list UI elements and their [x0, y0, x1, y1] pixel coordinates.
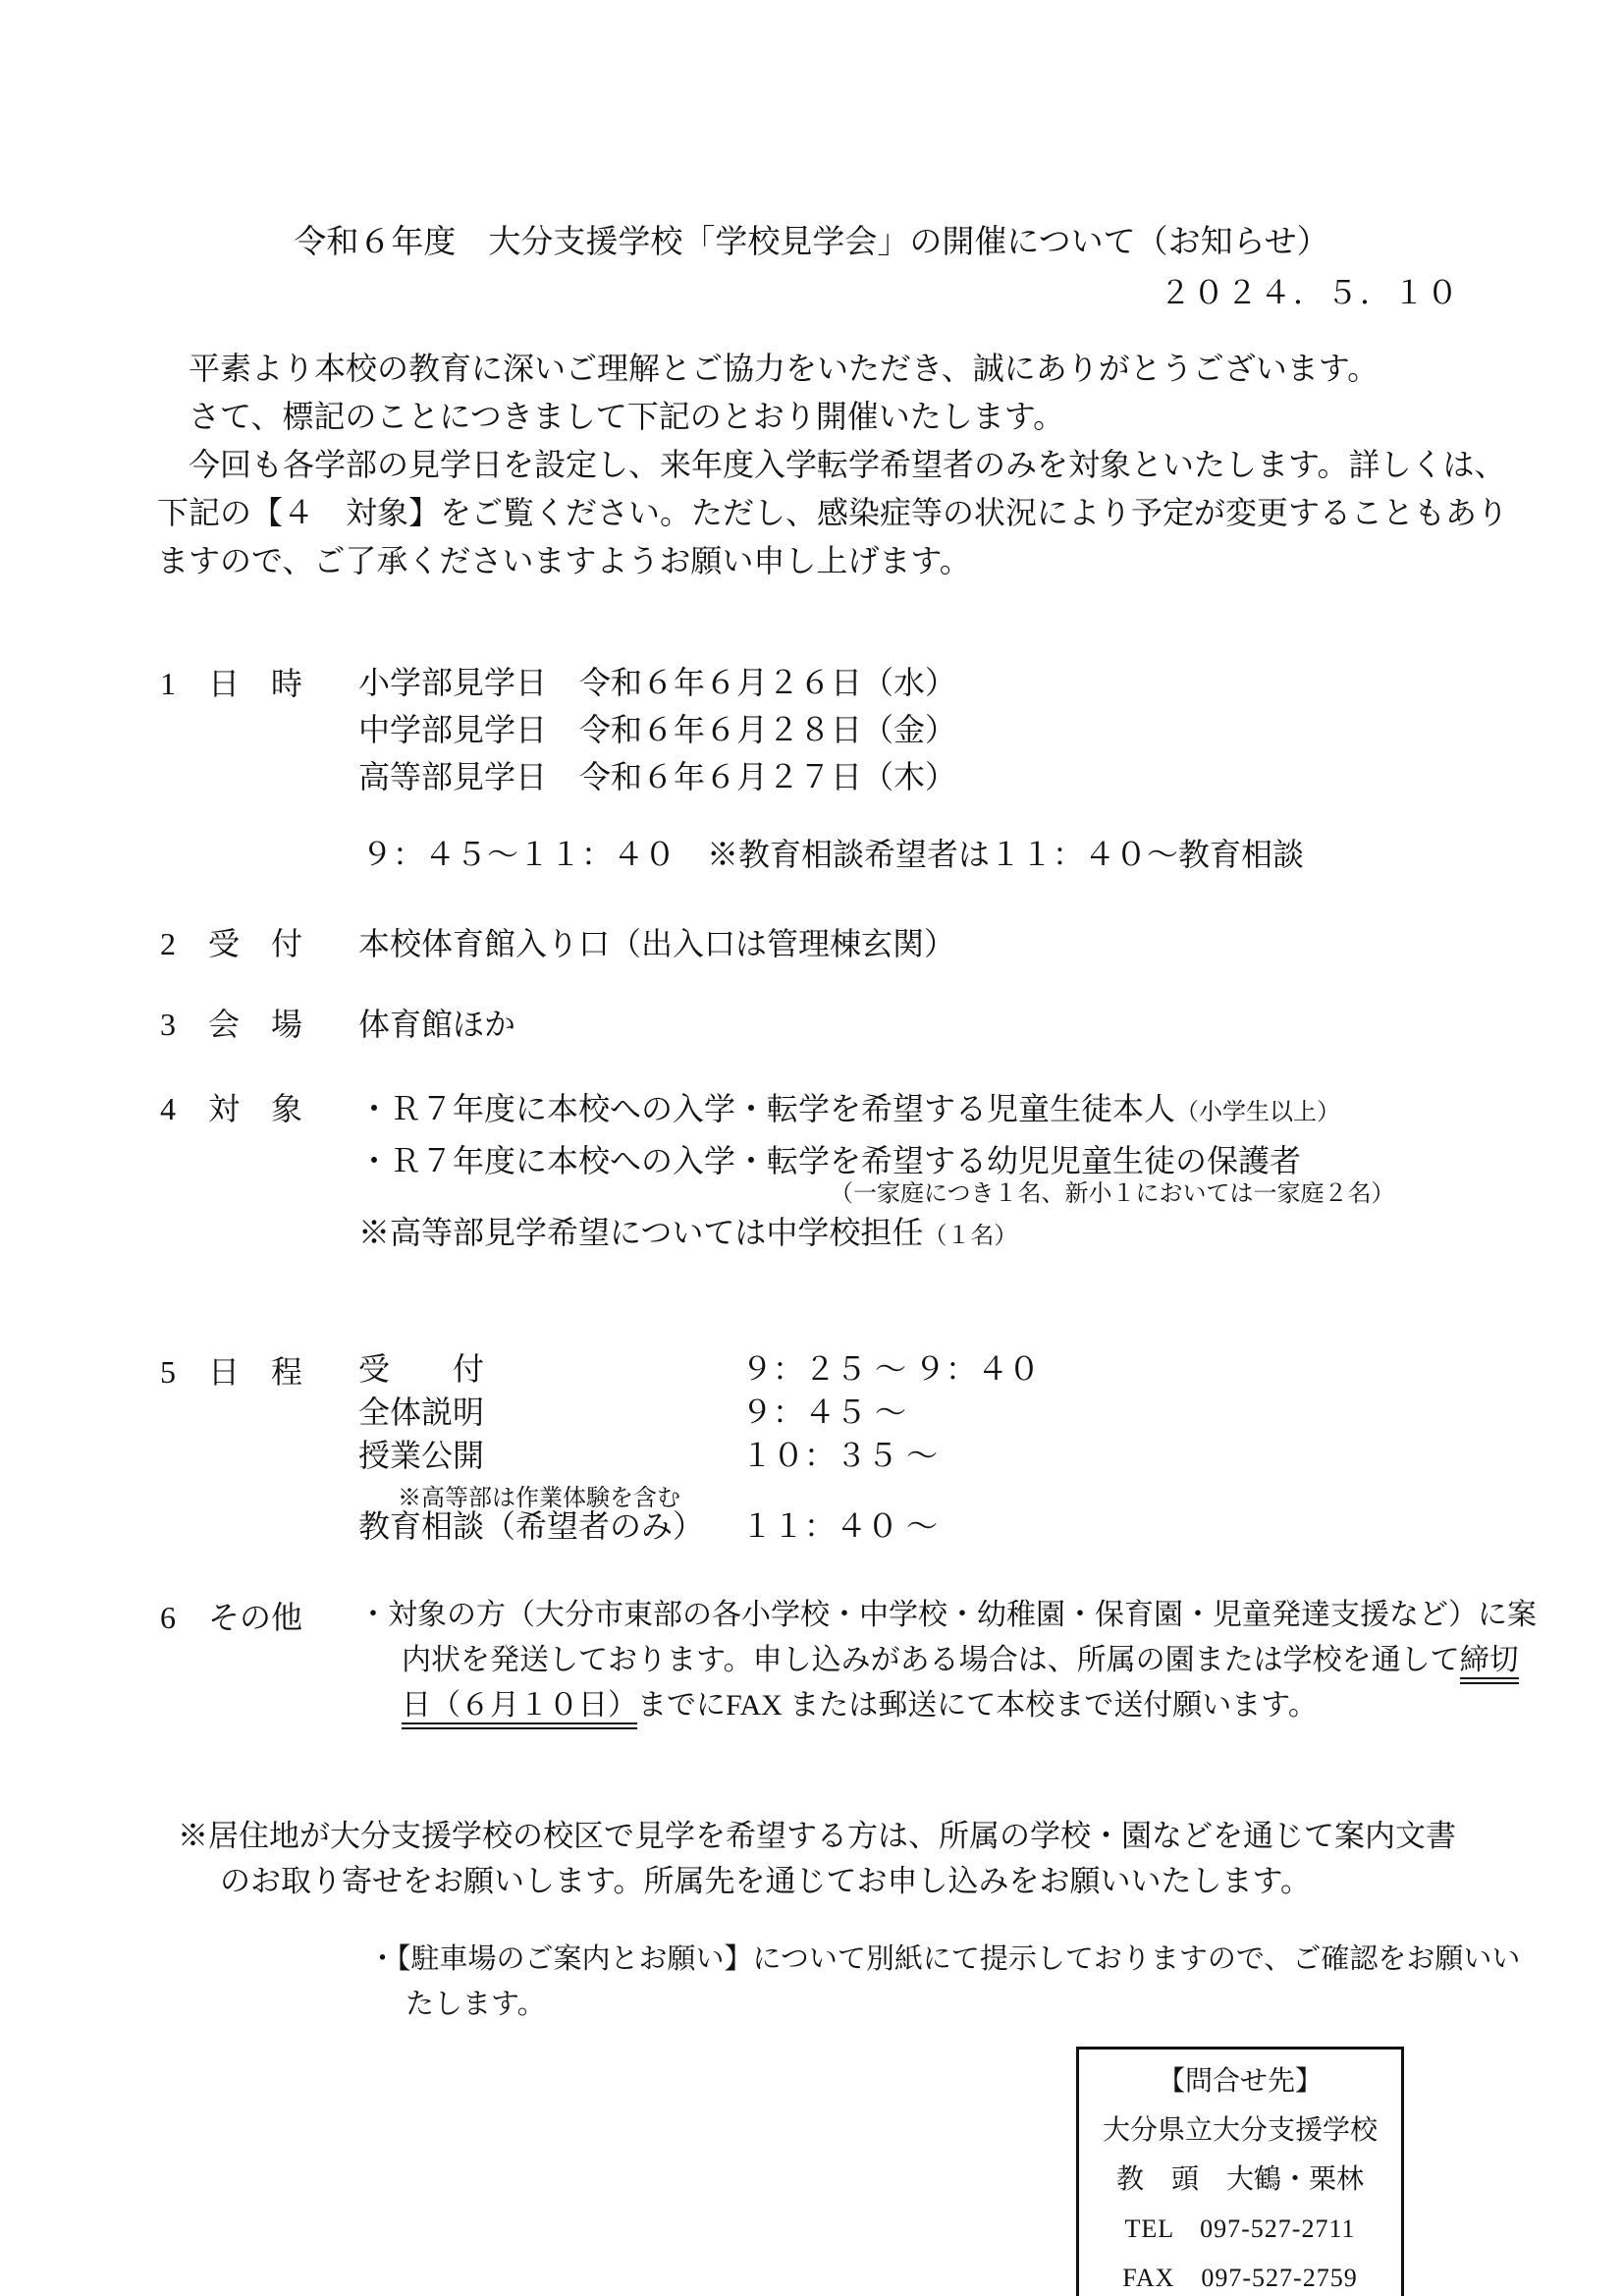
contact-organization: 大分県立大分支援学校: [1102, 2115, 1378, 2146]
visit-day-name: 中学部見学日: [358, 712, 548, 747]
visit-day-row: [358, 706, 956, 753]
schedule-note: ※高等部は作業体験を含む: [398, 1486, 680, 1511]
section-1-heading: [160, 659, 302, 704]
visit-day-name: 小学部見学日: [358, 665, 548, 700]
section-3-number: 3: [160, 1007, 176, 1042]
target-item-1-note: （小学生以上）: [1175, 1100, 1341, 1125]
schedule-item: 全体説明: [358, 1394, 485, 1430]
section-6-label: その他: [208, 1600, 303, 1635]
schedule-item: 受 付: [358, 1351, 485, 1387]
document-date: ２０２４．５．１０: [1159, 275, 1460, 310]
schedule-time: １０：３５ ～: [741, 1438, 939, 1473]
target-item-3: [358, 1208, 1017, 1253]
section-6-heading: [160, 1593, 302, 1638]
visit-day-name: 高等部見学日: [358, 759, 548, 794]
section-2-heading: [160, 919, 302, 964]
visit-day-row: [358, 753, 956, 800]
section-5-schedule: [358, 1347, 1040, 1477]
deadline-underlined: 締切日（６月１０日）: [402, 1644, 1519, 1729]
document-title: 令和６年度 大分支援学校「学校見学会」の開催について（お知らせ）: [294, 225, 1329, 260]
section-2-content: 本校体育館入り口（出入口は管理棟玄関）: [358, 926, 956, 961]
contact-box: [1076, 2047, 1404, 2296]
intro-paragraph-1: 平素より本校の教育に深いご理解とご協力をいただき、誠にありがとうございます。: [189, 351, 1380, 386]
visit-day-date: 令和６年６月２６日（水）: [579, 665, 957, 700]
schedule-time: ９：２５ ～ ９：４０: [741, 1351, 1041, 1387]
schedule-time: １１：４０ ～: [741, 1508, 939, 1544]
section-1-label: 日 時: [208, 666, 303, 701]
schedule-time: ９：４５ ～: [741, 1394, 907, 1430]
section-1-rows: [358, 659, 956, 800]
contact-fax: FAX 097-527-2759: [1122, 2264, 1358, 2292]
intro-paragraphs: [157, 345, 1530, 585]
section-6-text-before: ・対象の方（大分市東部の各小学校・中学校・幼稚園・保育園・児童発達支援など）に案内状を発送しております。申し込みがある場合は、所属の園または学校を通して: [358, 1599, 1537, 1676]
section-6-body: [358, 1593, 1537, 1728]
section-3-heading: [160, 1000, 302, 1045]
parking-note: ・【駐車場のご案内とお願い】について別紙にて提示しておりますので、ご確認をお願いいたします。: [368, 1943, 1521, 2020]
section-4-label: 対 象: [208, 1091, 303, 1126]
section-5-heading: [160, 1347, 302, 1393]
section-3-content: 体育館ほか: [358, 1007, 516, 1042]
contact-staff: 教 頭 大鶴・栗林: [1115, 2164, 1364, 2195]
visit-day-date: 令和６年６月２７日（木）: [579, 759, 957, 794]
visit-time-note: ９：４５～１１：４０ ※教育相談希望者は１１：４０～教育相談: [361, 837, 1305, 872]
section-4-number: 4: [160, 1091, 176, 1126]
section-2-number: 2: [160, 926, 176, 961]
schedule-row-consult: [358, 1504, 938, 1548]
section-6-text-after: までにFAX または郵送にて本校まで送付願います。: [637, 1689, 1318, 1722]
target-item-3-text: ※高等部見学希望については中学校担任: [358, 1215, 924, 1250]
section-1-number: 1: [160, 666, 176, 701]
district-note: ※居住地が大分支援学校の校区で見学を希望する方は、所属の学校・園などを通じて案内文書のお取り寄せをお願いします。所属先を通じてお申し込みをお願いいたします。: [178, 1819, 1456, 1898]
target-item-2-note: （一家庭につき１名、新小１においては一家庭２名）: [830, 1181, 1395, 1207]
target-item-2-text: ・Ｒ７年度に本校への入学・転学を希望する幼児児童生徒の保護者: [358, 1143, 1302, 1178]
section-5-number: 5: [160, 1354, 176, 1390]
schedule-item: 授業公開: [358, 1438, 485, 1473]
schedule-item: 教育相談（希望者のみ）: [358, 1508, 705, 1544]
section-4-heading: [160, 1084, 302, 1129]
intro-paragraph-3: 今回も各学部の見学日を設定し、来年度入学転学希望者のみを対象といたします。詳しくは、下記の【４ 対象】をご覧ください。ただし、感染症等の状況により予定が変更することもありますので、ご了承くださいますようお願い申し上げます。: [157, 447, 1509, 578]
schedule-row: [358, 1504, 938, 1548]
target-item-1: [358, 1084, 1340, 1129]
target-item-1-text: ・Ｒ７年度に本校への入学・転学を希望する児童生徒本人: [358, 1091, 1176, 1126]
section-6-number: 6: [160, 1600, 176, 1635]
target-item-3-note: （１名）: [923, 1224, 1018, 1249]
visit-day-date: 令和６年６月２８日（金）: [579, 712, 957, 747]
intro-paragraph-2: さて、標記のことにつきまして下記のとおり開催いたします。: [189, 399, 1065, 434]
section-5-label: 日 程: [208, 1354, 303, 1390]
contact-title: 【問合せ先】: [1157, 2066, 1323, 2097]
contact-tel: TEL 097-527-2711: [1124, 2214, 1356, 2243]
section-3-label: 会 場: [208, 1007, 303, 1042]
section-2-label: 受 付: [208, 926, 303, 961]
visit-day-row: [358, 659, 956, 706]
schedule-row: [358, 1391, 1040, 1434]
schedule-row: [358, 1347, 1040, 1391]
schedule-row: [358, 1434, 1040, 1477]
